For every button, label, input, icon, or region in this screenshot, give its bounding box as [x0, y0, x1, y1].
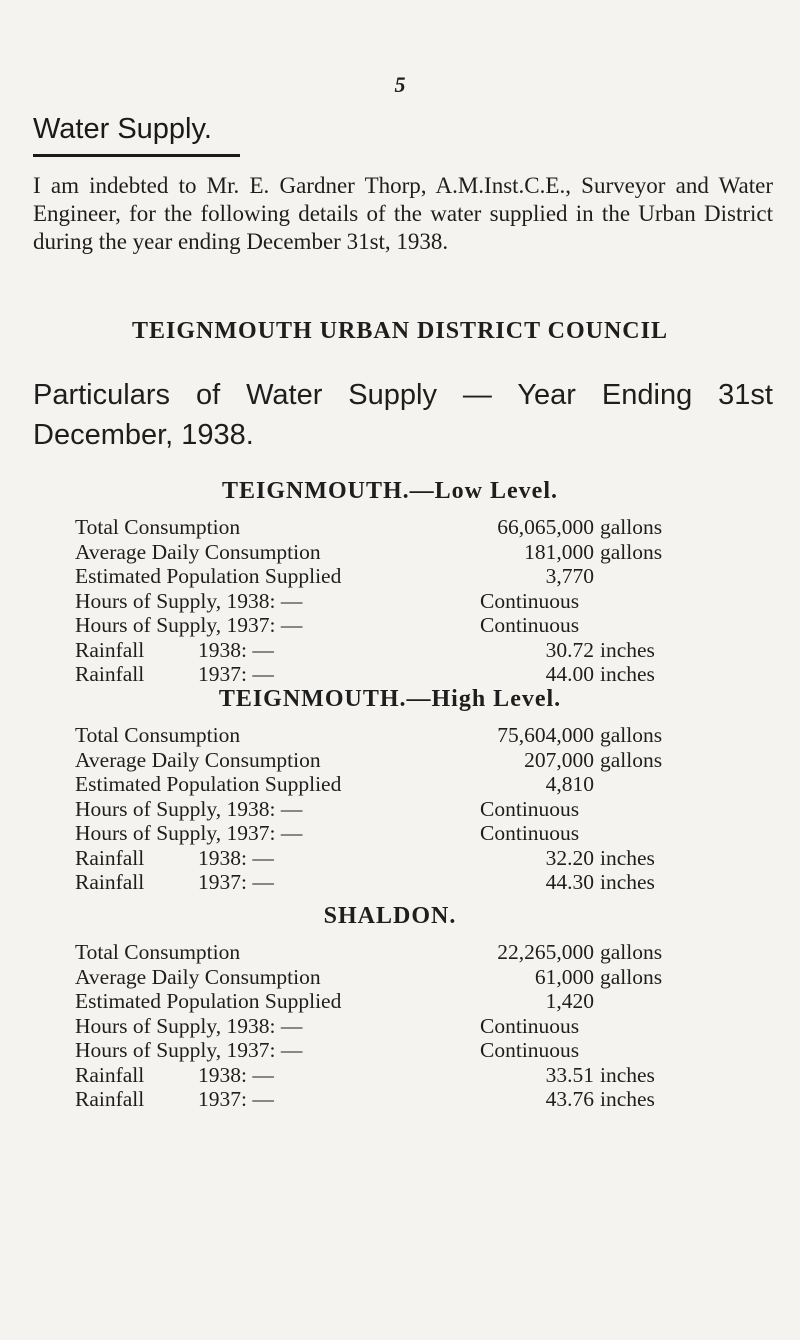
table-row: [75, 797, 735, 822]
table-row: [75, 564, 735, 589]
row-label: Average Daily Consumption: [75, 539, 321, 564]
value-number: 44.30: [545, 870, 594, 894]
row-label: Total Consumption: [75, 940, 241, 964]
value-number: 61,000: [534, 964, 594, 989]
table-row: [75, 870, 735, 895]
value-number: 4,810: [545, 772, 594, 796]
row-value: [480, 1063, 700, 1088]
row-value: [480, 797, 700, 822]
value-number: 43.76: [545, 1087, 594, 1111]
value-unit: inches: [600, 1087, 655, 1111]
row-label: Rainfall 1938: —: [75, 845, 274, 870]
row-value: [480, 870, 700, 895]
table-row: [75, 1063, 735, 1088]
value-number: 181,000: [524, 539, 594, 564]
row-value: [480, 564, 700, 589]
row-label: Rainfall 1938: —: [75, 637, 274, 662]
row-value: [480, 821, 700, 846]
shaldon-table: [75, 903, 735, 1112]
table-row: [75, 613, 735, 638]
row-value: [480, 1038, 700, 1063]
table-row: [75, 589, 735, 614]
row-value: [480, 515, 700, 540]
section-heading: Water Supply.: [33, 113, 212, 145]
row-label: Total Consumption: [75, 723, 241, 747]
council-title: TEIGNMOUTH URBAN DISTRICT COUNCIL: [132, 318, 668, 344]
row-label: Average Daily Consumption: [75, 964, 321, 989]
low-level-table: [75, 478, 735, 687]
value-number: Continuous: [480, 1013, 580, 1038]
row-value: [480, 540, 700, 565]
row-label: Hours of Supply, 1938: —: [75, 588, 303, 613]
table-row: [75, 723, 735, 748]
row-label: Rainfall 1937: —: [75, 1087, 274, 1111]
value-number: Continuous: [480, 1038, 580, 1062]
value-unit: inches: [600, 662, 655, 686]
page-number: 5: [394, 72, 406, 97]
value-number: Continuous: [480, 821, 580, 845]
row-value: [480, 1014, 700, 1039]
value-number: 44.00: [545, 662, 594, 686]
table-row: [75, 748, 735, 773]
table-row: [75, 1014, 735, 1039]
table-row: [75, 989, 735, 1014]
row-value: [480, 940, 700, 965]
value-number: 3,770: [545, 564, 594, 588]
value-unit: gallons: [600, 747, 663, 772]
row-value: [480, 662, 700, 687]
value-number: Continuous: [480, 588, 580, 613]
value-number: 30.72: [545, 637, 594, 662]
value-number: 22,265,000: [497, 940, 594, 964]
intro-paragraph: I am indebted to Mr. E. Gardner Thorp, A.M.Inst.C.E., Surveyor and Water Engineer, for the following details of the water supplied in the Urban District during the year ending December 31st, 1938.: [33, 173, 773, 254]
table-title: TEIGNMOUTH.—Low Level.: [221, 478, 558, 504]
high-level-table: [75, 686, 735, 895]
value-number: 207,000: [524, 747, 594, 772]
table-title: TEIGNMOUTH.—High Level.: [218, 686, 562, 712]
row-label: Rainfall 1938: —: [75, 1062, 274, 1087]
row-value: [480, 1087, 700, 1112]
row-label: Rainfall 1937: —: [75, 662, 274, 686]
table-row: [75, 515, 735, 540]
value-unit: gallons: [600, 964, 663, 989]
row-label: Average Daily Consumption: [75, 747, 321, 772]
row-value: [480, 989, 700, 1014]
heading-underline: [33, 154, 240, 157]
row-label: Hours of Supply, 1937: —: [75, 821, 303, 845]
row-label: Estimated Population Supplied: [75, 772, 342, 796]
value-unit: gallons: [600, 515, 663, 539]
row-value: [480, 723, 700, 748]
value-unit: inches: [600, 637, 655, 662]
value-number: Continuous: [480, 613, 580, 637]
table-row: [75, 940, 735, 965]
value-unit: inches: [600, 1062, 655, 1087]
row-label: Estimated Population Supplied: [75, 564, 342, 588]
value-number: 33.51: [545, 1062, 594, 1087]
row-label: Hours of Supply, 1937: —: [75, 613, 303, 637]
row-value: [480, 589, 700, 614]
value-number: 75,604,000: [497, 723, 594, 747]
value-number: 1,420: [545, 989, 594, 1013]
row-label: Hours of Supply, 1938: —: [75, 796, 303, 821]
table-row: [75, 772, 735, 797]
particulars-title: Particulars of Water Supply — Year Ending 31st December, 1938.: [33, 379, 773, 451]
table-row: [75, 662, 735, 687]
row-label: Hours of Supply, 1937: —: [75, 1038, 303, 1062]
table-row: [75, 540, 735, 565]
table-row: [75, 821, 735, 846]
row-label: Rainfall 1937: —: [75, 870, 274, 894]
table-row: [75, 1087, 735, 1112]
value-unit: inches: [600, 870, 655, 894]
value-unit: gallons: [600, 940, 663, 964]
value-unit: gallons: [600, 723, 663, 747]
value-number: 66,065,000: [497, 515, 594, 539]
row-value: [480, 846, 700, 871]
row-value: [480, 613, 700, 638]
value-unit: inches: [600, 845, 655, 870]
table-row: [75, 638, 735, 663]
value-unit: gallons: [600, 539, 663, 564]
row-value: [480, 772, 700, 797]
row-value: [480, 638, 700, 663]
row-value: [480, 965, 700, 990]
value-number: 32.20: [545, 845, 594, 870]
value-number: Continuous: [480, 796, 580, 821]
table-row: [75, 846, 735, 871]
row-label: Total Consumption: [75, 515, 241, 539]
row-label: Hours of Supply, 1938: —: [75, 1013, 303, 1038]
table-title: SHALDON.: [323, 903, 457, 929]
table-row: [75, 965, 735, 990]
row-value: [480, 748, 700, 773]
table-row: [75, 1038, 735, 1063]
row-label: Estimated Population Supplied: [75, 989, 342, 1013]
